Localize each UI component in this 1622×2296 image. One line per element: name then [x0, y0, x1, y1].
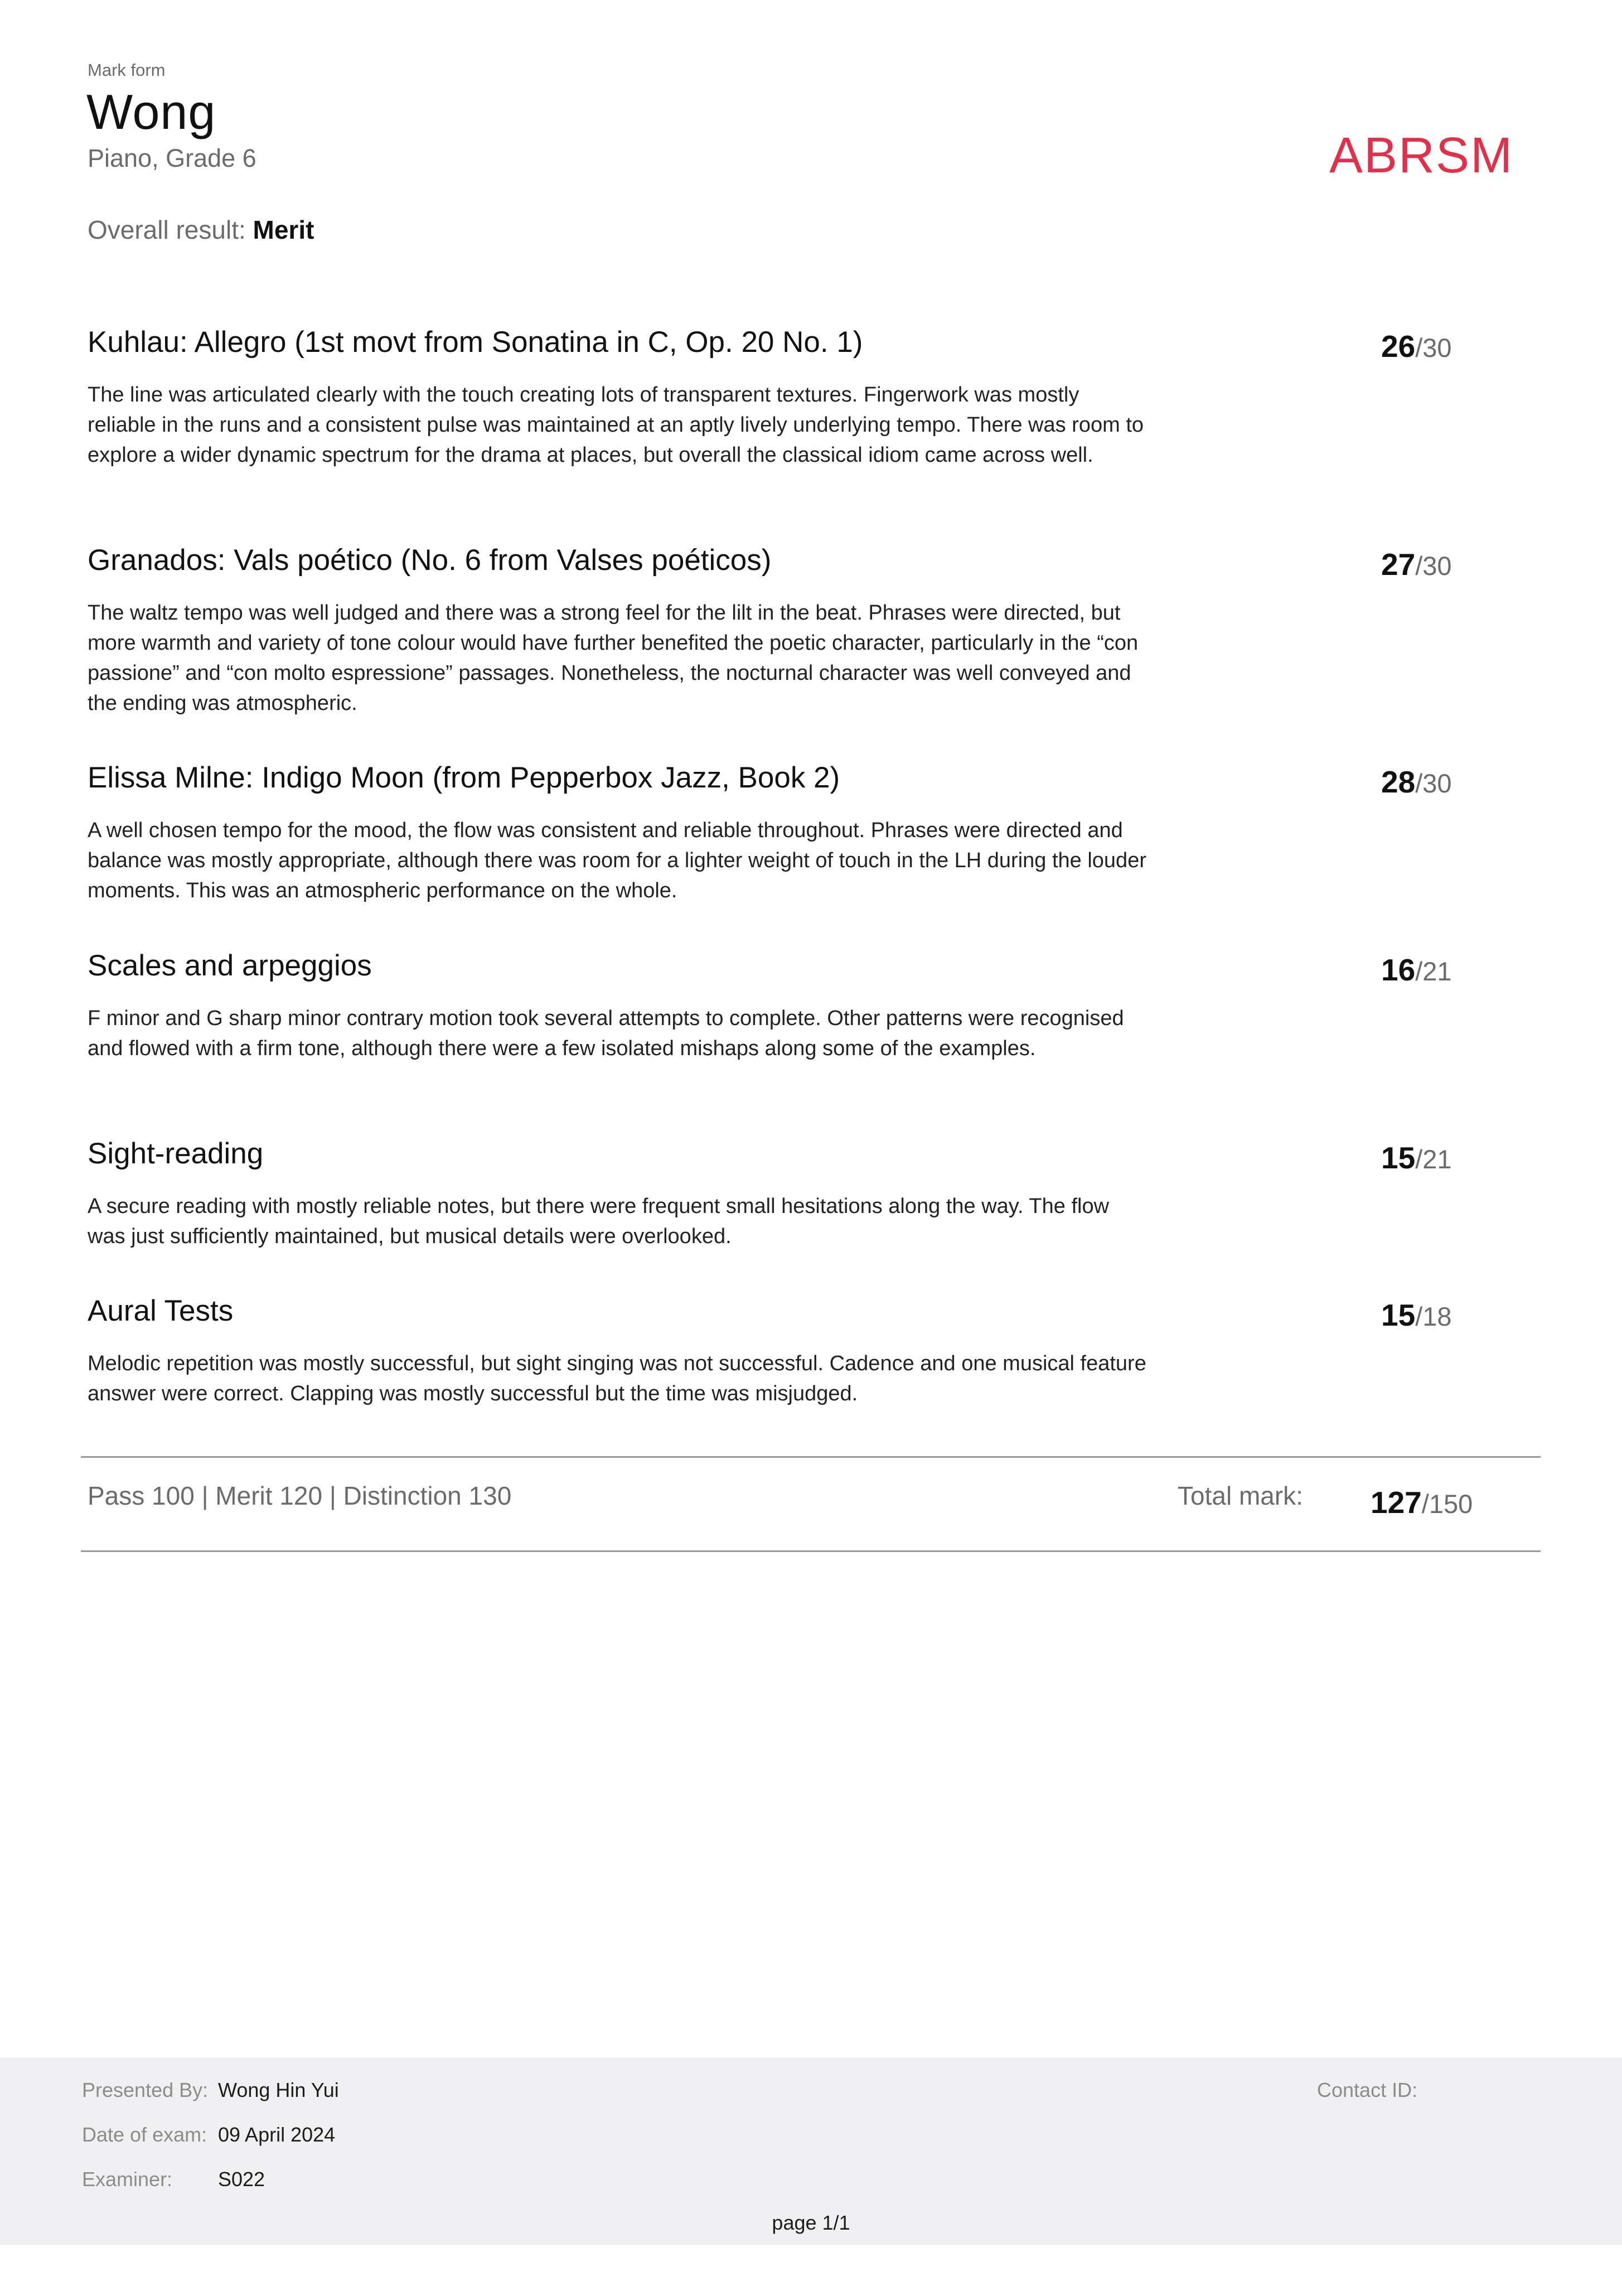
score-value: 15 [1381, 1140, 1416, 1175]
section-score [1381, 764, 1452, 800]
section-title: Elissa Milne: Indigo Moon (from Pepperbox Jazz, Book 2) [88, 761, 840, 794]
section-score [1381, 547, 1452, 582]
section-score [1381, 328, 1452, 364]
section-comment: The waltz tempo was well judged and there was a strong feel for the lilt in the beat. Phrases were directed, but more warmth and variety of tone colour would have further benefited the poetic character, particularly in the “con passione” and “con molto espressione” passages. Nonetheless, the nocturnal character was well conveyed and the ending was atmospheric. [88, 601, 1139, 715]
section-comment: A secure reading with mostly reliable notes, but there were frequent small hesitations along the way. The flow was just sufficiently maintained, but musical details were overlooked. [88, 1195, 1110, 1248]
score-max: /21 [1415, 956, 1452, 986]
examiner-value: S022 [218, 2168, 265, 2191]
total-mark-max: /150 [1421, 1489, 1473, 1519]
page-number: page 1/1 [772, 2211, 850, 2234]
abrsm-logo: ABRSM [1329, 128, 1514, 183]
totals-top-rule [81, 1456, 1541, 1458]
overall-result [88, 215, 314, 245]
candidate-name: Wong [86, 84, 216, 139]
score-max: /18 [1415, 1302, 1452, 1331]
score-max: /30 [1415, 333, 1452, 362]
section-title: Kuhlau: Allegro (1st movt from Sonatina in C, Op. 20 No. 1) [88, 326, 863, 359]
score-value: 27 [1381, 547, 1416, 582]
score-max: /30 [1415, 768, 1452, 798]
totals-bottom-rule [81, 1550, 1541, 1552]
score-value: 28 [1381, 765, 1416, 799]
total-mark-label: Total mark: [1178, 1481, 1303, 1510]
overall-result-label: Overall result: [88, 215, 246, 244]
section-title: Aural Tests [88, 1294, 234, 1327]
grade-thresholds: Pass 100 | Merit 120 | Distinction 130 [88, 1481, 512, 1510]
total-mark-value: 127 [1371, 1485, 1422, 1520]
section-title: Granados: Vals poético (No. 6 from Valses poéticos) [88, 544, 772, 577]
section-score [1381, 1297, 1452, 1333]
score-value: 16 [1381, 953, 1416, 987]
total-mark [1371, 1485, 1473, 1520]
examiner-label: Examiner: [82, 2168, 173, 2191]
score-value: 15 [1381, 1298, 1416, 1332]
section-comment: Melodic repetition was mostly successful, but sight singing was not successful. Cadence and one musical feature answer were correct. Clapping was mostly successful but the time was misjudged. [88, 1352, 1146, 1405]
section-score [1381, 952, 1452, 988]
section-title: Sight-reading [88, 1137, 264, 1170]
date-of-exam-value: 09 April 2024 [218, 2123, 336, 2146]
overall-result-value: Merit [253, 215, 314, 244]
contact-id-label: Contact ID: [1317, 2079, 1418, 2101]
presented-by-label: Presented By: [82, 2079, 209, 2101]
score-max: /30 [1415, 551, 1452, 581]
section-score [1381, 1140, 1452, 1176]
instrument-grade: Piano, Grade 6 [88, 144, 256, 172]
score-value: 26 [1381, 329, 1416, 364]
presented-by-value: Wong Hin Yui [218, 2079, 339, 2101]
section-comment: F minor and G sharp minor contrary motion took several attempts to complete. Other patterns were recognised and flowed with a firm tone, although there were a few isolated mishaps along some of the examples. [88, 1007, 1124, 1060]
section-comment: The line was articulated clearly with the touch creating lots of transparent textures. Fingerwork was mostly reliable in the runs and a consistent pulse was maintained at an aptly lively underlying tempo. There was room to explore a wider dynamic spectrum for the drama at places, but overall the classical idiom came across well. [88, 383, 1144, 467]
date-of-exam-label: Date of exam: [82, 2123, 207, 2146]
section-comment: A well chosen tempo for the mood, the flow was consistent and reliable throughout. Phrases were directed and balance was mostly appropriate, although there was room for a lighter weight of touch in the LH during the louder moments. This was an atmospheric performance on the whole. [88, 819, 1146, 902]
document-type-label: Mark form [88, 60, 166, 80]
section-title: Scales and arpeggios [88, 949, 372, 982]
score-max: /21 [1415, 1144, 1452, 1174]
